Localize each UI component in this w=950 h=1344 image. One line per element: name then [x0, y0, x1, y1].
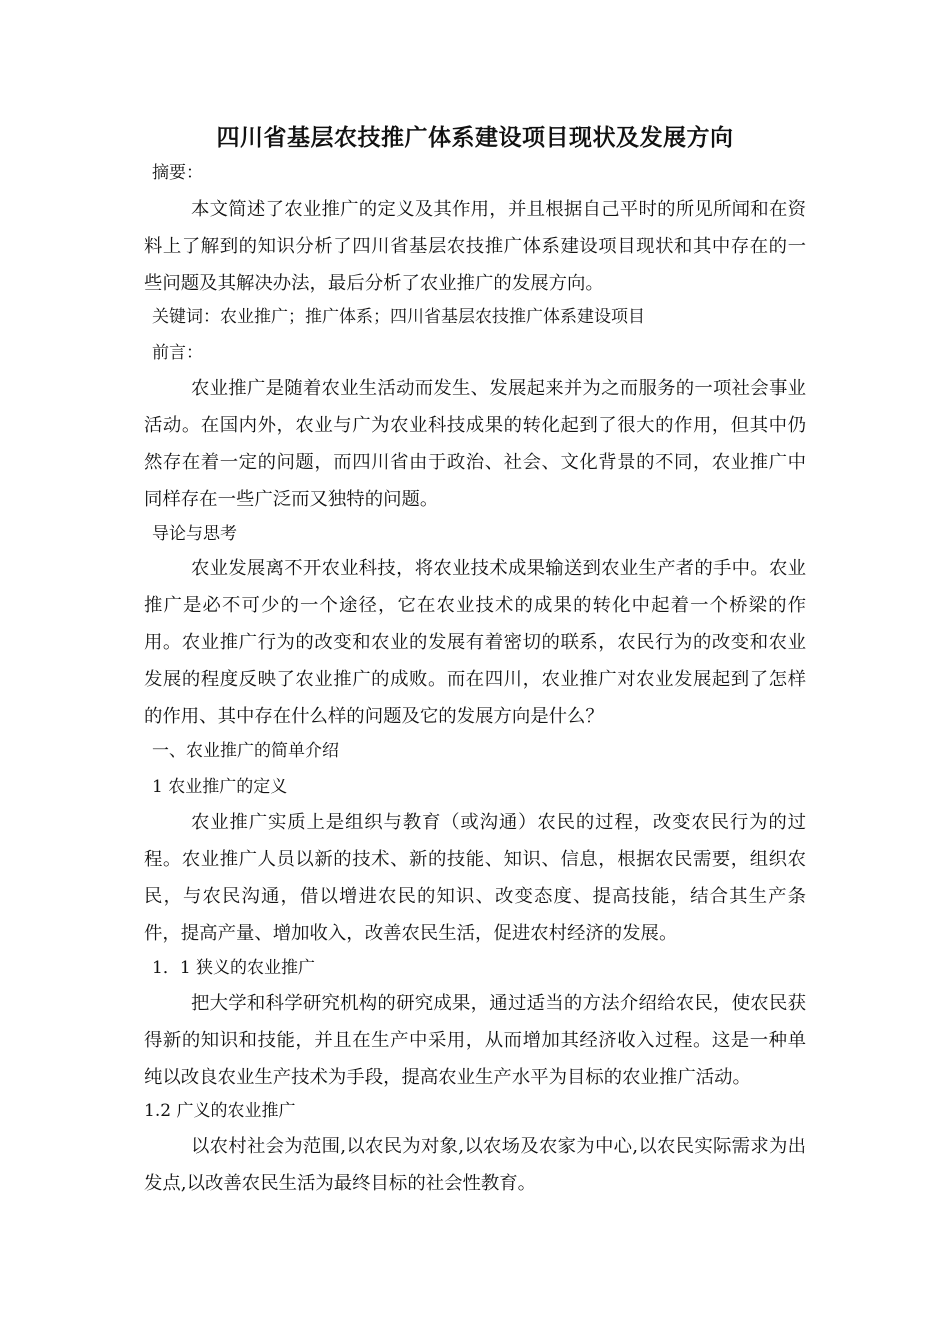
intro-paragraph: 农业发展离不开农业科技，将农业技术成果输送到农业生产者的手中。农业推广是必不可少的一个途径，它在农业技术的成果的转化中起着一个桥梁的作用。农业推广行为的改变和农业的发展有着密切的联系，农民行为的改变和农业发展的程度反映了农业推广的成败。而在四川，农业推广对农业发展起到了怎样的作用、其中存在什么样的问题及它的发展方向是什么？ [144, 558, 806, 727]
narrow-definition-paragraph: 把大学和科学研究机构的研究成果，通过适当的方法介绍给农民，使农民获得新的知识和技能，并且在生产中采用，从而增加其经济收入过程。这是一种单纯以改良农业生产技术为手段，提高农业生产水平为目标的农业推广活动。 [144, 993, 806, 1088]
definition-paragraph: 农业推广实质上是组织与教育（或沟通）农民的过程，改变农民行为的过程。农业推广人员以新的技术、新的技能、知识、信息，根据农民需要，组织农民，与农民沟通，借以增进农民的知识、改变态度、提高技能，结合其生产条件，提高产量、增加收入，改善农民生活，促进农村经济的发展。 [144, 812, 806, 944]
section-1-1-heading: 1 农业推广的定义 [152, 777, 288, 797]
intro-heading: 导论与思考 [152, 524, 237, 544]
abstract-paragraph: 本文简述了农业推广的定义及其作用，并且根据自己平时的所见所闻和在资料上了解到的知识分析了四川省基层农技推广体系建设项目现状和其中存在的一些问题及其解决办法，最后分析了农业推广的发展方向。 [144, 199, 806, 294]
abstract-heading: 摘要： [152, 163, 203, 183]
broad-definition-paragraph: 以农村社会为范围,以农民为对象,以农场及农家为中心,以农民实际需求为出发点,以改善农民生活为最终目标的社会性教育。 [144, 1136, 806, 1194]
broad-definition-heading: 1.2 广义的农业推广 [144, 1101, 296, 1121]
keywords-line: 关键词：农业推广；推广体系；四川省基层农技推广体系建设项目 [152, 307, 645, 327]
narrow-definition-heading: 1．1 狭义的农业推广 [152, 958, 316, 978]
document-title: 四川省基层农技推广体系建设项目现状及发展方向 [216, 124, 734, 151]
preface-paragraph: 农业推广是随着农业生活动而发生、发展起来并为之而服务的一项社会事业活动。在国内外，农业与广为农业科技成果的转化起到了很大的作用，但其中仍然存在着一定的问题，而四川省由于政治、社会、文化背景的不同，农业推广中同样存在一些广泛而又独特的问题。 [144, 378, 806, 510]
section-1-heading: 一、农业推广的简单介绍 [152, 741, 339, 761]
preface-heading: 前言： [152, 343, 203, 363]
